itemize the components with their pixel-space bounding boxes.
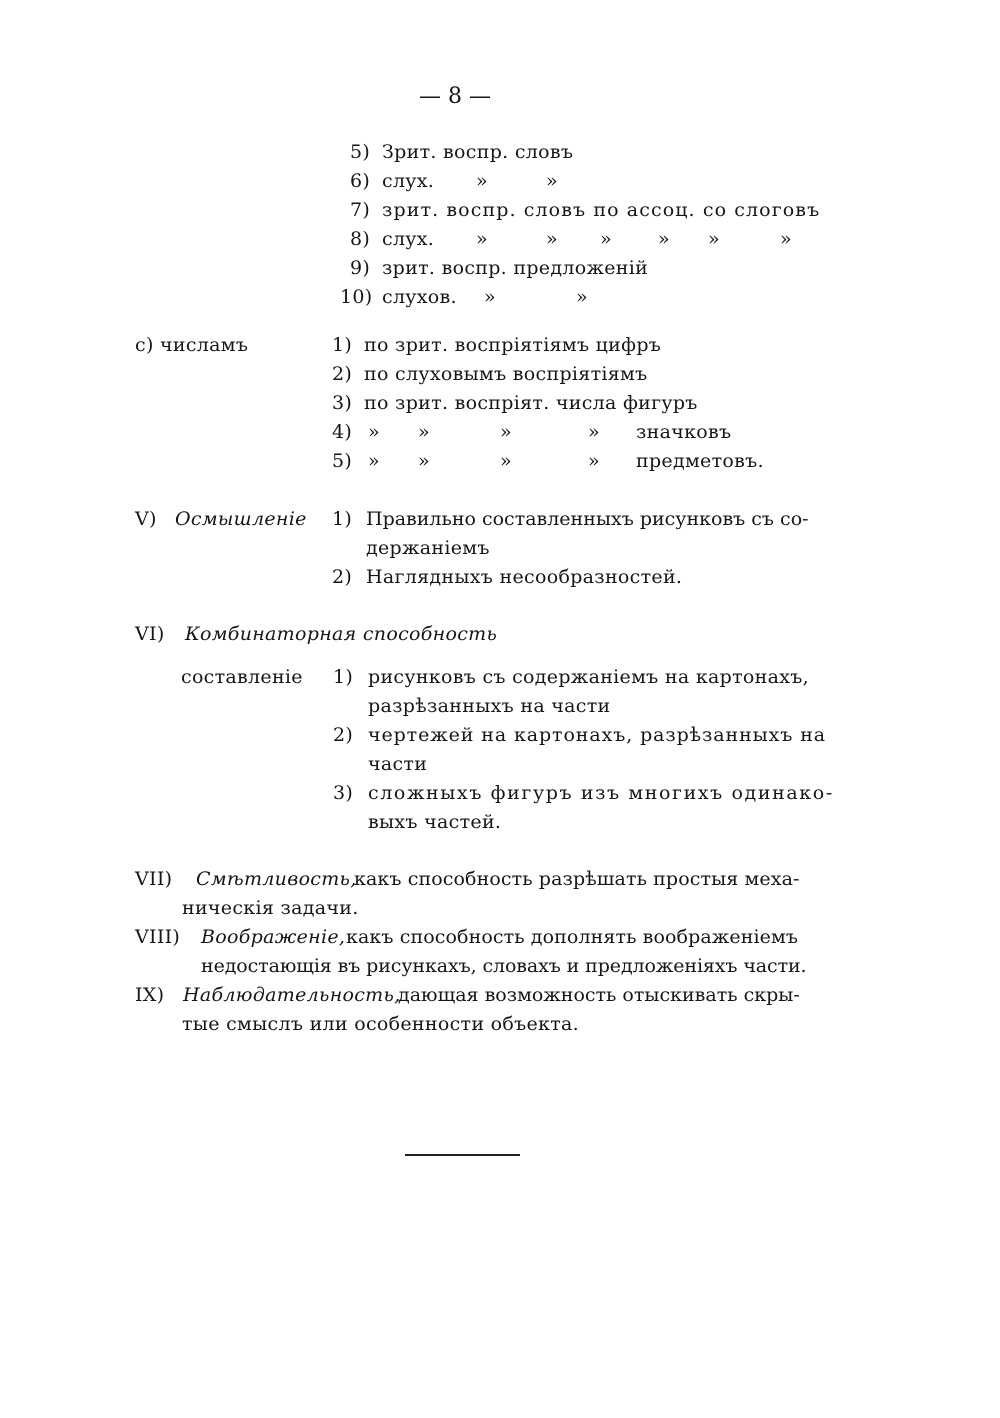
section-text: ническія задачи. (182, 897, 359, 919)
ditto-mark: » (476, 170, 488, 192)
list-item-text: слух. (382, 228, 435, 250)
ditto-mark: » (658, 228, 670, 250)
list-item-text: части (368, 753, 428, 775)
list-item-number: 1) (332, 334, 353, 356)
section-title: Комбинаторная способность (185, 623, 498, 645)
section-text: тые смыслъ или особенности объекта. (182, 1013, 580, 1035)
section-numeral: VI) (135, 623, 165, 645)
list-item-text: держаніемъ (366, 537, 490, 559)
list-item-text: зрит. воспр. предложеній (382, 257, 649, 279)
list-item-number: 9) (350, 257, 371, 279)
section-label: с) числамъ (135, 334, 249, 356)
ditto-mark: » (476, 228, 488, 250)
list-item-text: зрит. воспр. словъ по ассоц. со слоговъ (382, 199, 821, 221)
ditto-mark: » (708, 228, 720, 250)
list-item-text: значковъ (636, 421, 732, 443)
list-item-text: слух. (382, 170, 435, 192)
section-text: какъ способность разрѣшать простыя меха- (354, 868, 800, 890)
list-item-text: слухов. (382, 286, 457, 308)
ditto-mark: » (368, 421, 380, 443)
ditto-mark: » (484, 286, 496, 308)
list-item-number: 1) (332, 508, 353, 530)
section-numeral: IX) (135, 984, 165, 1006)
list-item-number: 5) (332, 450, 353, 472)
list-item-text: предметовъ. (636, 450, 764, 472)
section-sub-label: составленіе (181, 666, 303, 688)
ditto-mark: » (546, 170, 558, 192)
ditto-mark: » (780, 228, 792, 250)
section-title: Наблюдательность, (183, 984, 401, 1006)
list-item-text: Правильно составленныхъ рисунковъ съ со- (366, 508, 809, 530)
list-item-number: 8) (350, 228, 371, 250)
list-item-number: 2) (332, 566, 353, 588)
list-item-number: 7) (350, 199, 371, 221)
list-item-text: Наглядныхъ несообразностей. (366, 566, 683, 588)
section-numeral: V) (135, 508, 157, 530)
section-numeral: VIII) (135, 926, 181, 948)
list-item-number: 5) (350, 141, 371, 163)
list-item-number: 2) (333, 724, 354, 746)
list-item-number: 10) (340, 286, 373, 308)
ditto-mark: » (546, 228, 558, 250)
section-text: дающая возможность отыскивать скры- (398, 984, 800, 1006)
list-item-text: по зрит. воспріят. числа фигуръ (364, 392, 698, 414)
section-text: недостающія въ рисункахъ, словахъ и предложеніяхъ части. (201, 955, 807, 977)
list-item-number: 4) (332, 421, 353, 443)
section-text: какъ способность дополнять воображеніемъ (346, 926, 799, 948)
list-item-text: по слуховымъ воспріятіямъ (364, 363, 648, 385)
ditto-mark: » (588, 450, 600, 472)
end-rule (405, 1154, 520, 1156)
list-item-number: 6) (350, 170, 371, 192)
ditto-mark: » (500, 421, 512, 443)
ditto-mark: » (368, 450, 380, 472)
ditto-mark: » (418, 421, 430, 443)
list-item-number: 1) (333, 666, 354, 688)
list-item-text: чертежей на картонахъ, разрѣзанныхъ на (368, 724, 827, 746)
section-numeral: VII) (135, 868, 173, 890)
section-title: Смѣтливость, (196, 868, 357, 890)
list-item-number: 3) (332, 392, 353, 414)
list-item-text: разрѣзанныхъ на части (368, 695, 611, 717)
ditto-mark: » (418, 450, 430, 472)
ditto-mark: » (588, 421, 600, 443)
ditto-mark: » (600, 228, 612, 250)
page-number: — 8 — (419, 84, 491, 109)
list-item-number: 2) (332, 363, 353, 385)
list-item-text: по зрит. воспріятіямъ цифръ (364, 334, 662, 356)
section-title: Воображеніе, (201, 926, 346, 948)
list-item-text: Зрит. воспр. словъ (382, 141, 574, 163)
ditto-mark: » (500, 450, 512, 472)
section-title: Осмышленіе (175, 508, 307, 530)
list-item-number: 3) (333, 782, 354, 804)
list-item-text: рисунковъ съ содержаніемъ на картонахъ, (368, 666, 809, 688)
list-item-text: сложныхъ фигуръ изъ многихъ одинако- (368, 782, 834, 804)
ditto-mark: » (576, 286, 588, 308)
list-item-text: выхъ частей. (368, 811, 502, 833)
